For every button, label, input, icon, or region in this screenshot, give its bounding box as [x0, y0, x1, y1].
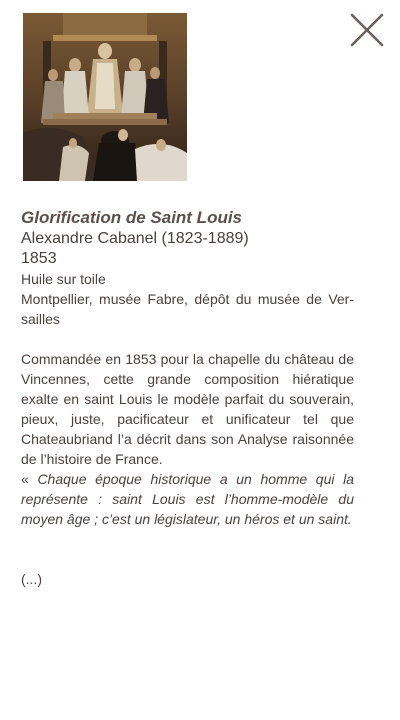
artwork-details: [21, 207, 354, 589]
artwork-year: 1853: [21, 250, 57, 267]
painting-image: [23, 13, 187, 181]
close-button[interactable]: [349, 13, 385, 47]
artwork-medium: Huile sur toile: [21, 271, 106, 287]
quote-text: Chaque époque historique a un homme qui la représente : saint Louis est l’homme-modèle du moyen âge ; c’est un législateur, un héros et un saint.: [21, 471, 354, 527]
artwork-location: Montpellier, musée Fabre, dépôt du musée de Versailles: [21, 291, 354, 327]
more-ellipsis: (...): [21, 571, 42, 587]
artwork-artist: Alexandre Cabanel (1823-1889): [21, 230, 249, 247]
painting-thumbnail: [23, 13, 187, 181]
artwork-description: Commandée en 1853 pour la chapelle du château de Vincennes, cette grande composition hiératique exalte en saint Louis le modèle parfait du souverain, pieux, juste, pacificateur et unificateur tel que Chateaubriand l’a décrit dans son Analyse raisonnée de l’histoire de France.: [21, 351, 354, 467]
close-icon: [349, 13, 385, 47]
quote-open-mark: «: [21, 471, 38, 487]
artwork-quote: [21, 469, 354, 529]
artwork-title: Glorification de Saint Louis: [21, 208, 243, 227]
